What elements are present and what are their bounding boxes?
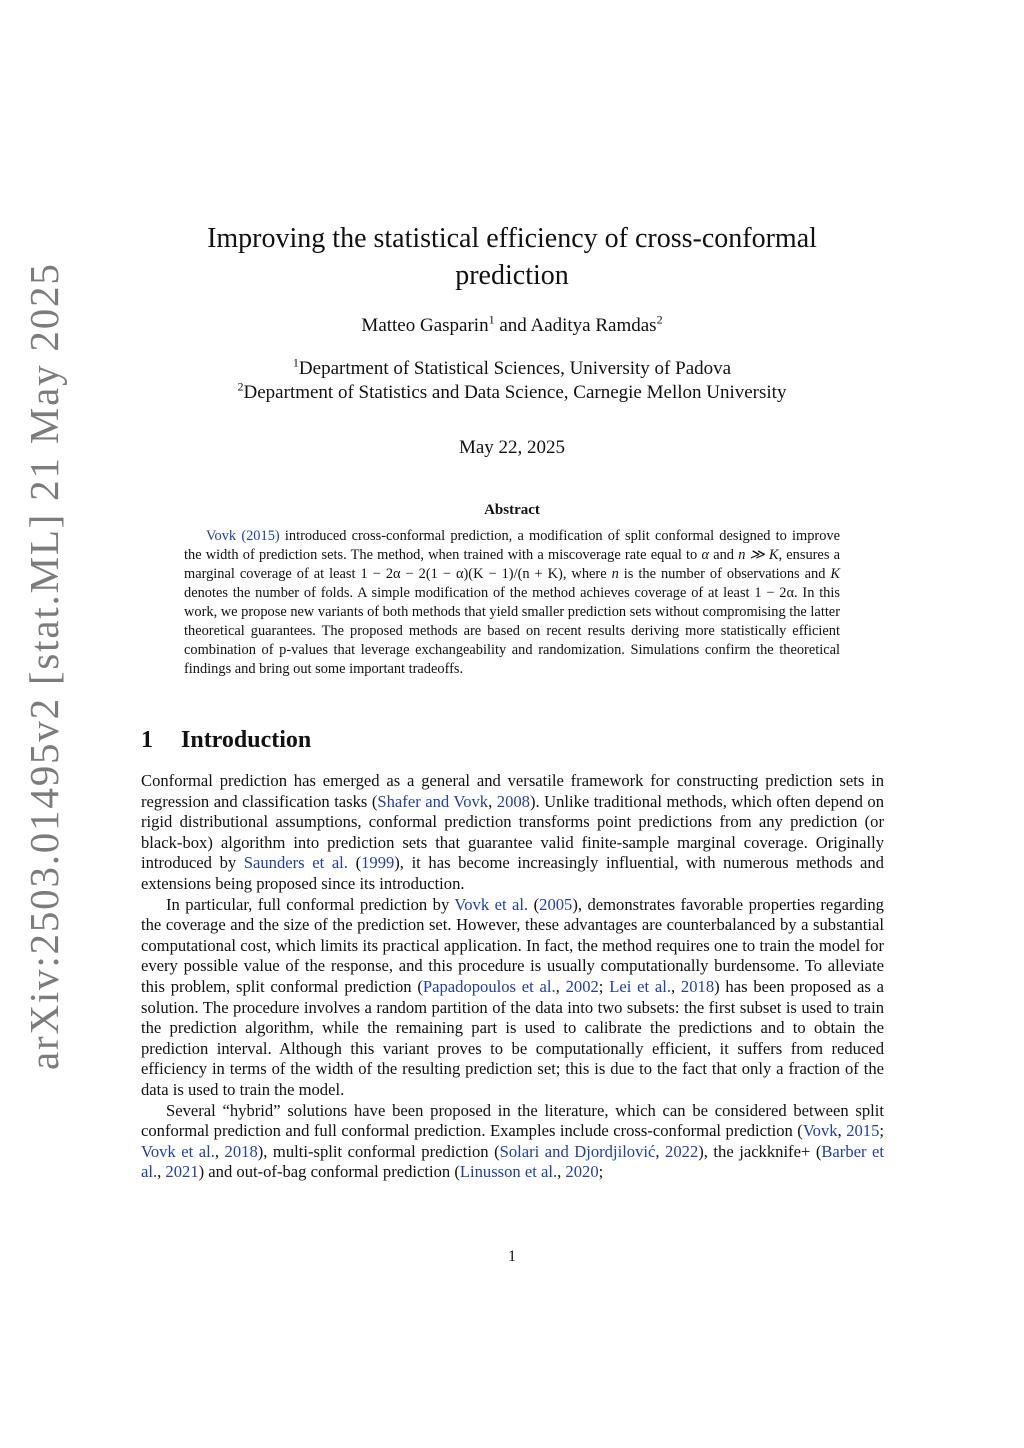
citation-link[interactable]: 2018 — [224, 1141, 258, 1161]
affiliations — [150, 357, 874, 405]
author-connector: and — [494, 315, 531, 336]
citation-link[interactable]: 2008 — [496, 791, 530, 811]
body-text: , — [488, 791, 497, 811]
citation-link[interactable]: 2005 — [539, 894, 573, 914]
math-symbol: n — [611, 566, 619, 582]
affiliation-text: Department of Statistics and Data Science, Carnegie Mellon University — [243, 382, 787, 403]
citation-link[interactable]: 2021 — [165, 1162, 199, 1182]
body-text: ( — [528, 894, 540, 914]
author-name: Aaditya Ramdas — [530, 315, 657, 336]
citation-link[interactable]: Vovk (2015) — [206, 528, 280, 544]
citation-link[interactable]: Saunders et al. — [243, 853, 348, 873]
citation-link[interactable]: Vovk et al. — [454, 894, 529, 914]
affiliation-line — [150, 357, 874, 381]
body-text: , — [655, 1141, 666, 1161]
introduction-body — [141, 771, 884, 1183]
citation-link[interactable]: 2015 — [846, 1121, 880, 1141]
body-text: ) has been proposed as a solution. The procedure involves a random partition of the data into two subsets: the first subset is used to train the prediction algorithm, while the remaining part is used to calibrate the predictions and to obtain the prediction interval. Although this variant proves to be computationally efficient, it suffers from reduced efficiency in terms of the width of the resulting prediction set; this is due to the fact that only a fraction of the data is used to train the model. — [141, 976, 885, 1099]
math-expression: 1 − 2α − 2(1 − α)(K − 1)/(n + K) — [360, 566, 563, 582]
affiliation-mark: 1 — [292, 355, 299, 370]
body-text: ; — [598, 1162, 604, 1182]
body-paragraph — [141, 771, 884, 895]
citation-link[interactable]: Vovk et al. — [141, 1141, 215, 1161]
body-text: , — [670, 976, 681, 996]
arxiv-side-stamp: arXiv:2503.01495v2 [stat.ML] 21 May 2025 — [21, 262, 67, 1070]
citation-link[interactable]: 1999 — [361, 853, 395, 873]
paper-title: Improving the statistical efficiency of cross-conformal prediction — [207, 223, 817, 291]
body-text: ; — [598, 976, 610, 996]
math-expression: n ≫ K — [738, 547, 779, 563]
citation-link[interactable]: Lei et al. — [609, 976, 671, 996]
author-name: Matteo Gasparin — [361, 315, 489, 336]
abstract-body — [184, 527, 840, 679]
body-paragraph — [141, 1101, 884, 1183]
body-paragraph — [141, 895, 884, 1101]
abstract-heading: Abstract — [484, 502, 540, 518]
citation-link[interactable]: Barber et al. — [141, 1141, 884, 1182]
body-text: ( — [347, 853, 362, 873]
math-symbol: α — [701, 547, 710, 563]
math-symbol: K — [830, 566, 841, 582]
body-text: , — [557, 1162, 566, 1182]
citation-link[interactable]: Linusson et al. — [459, 1162, 558, 1182]
citation-link[interactable]: Shafer and Vovk — [377, 791, 489, 811]
affiliation-mark: 2 — [237, 379, 244, 394]
abstract-text: and — [709, 547, 739, 563]
citation-link[interactable]: 2020 — [565, 1162, 599, 1182]
affiliation-mark: 2 — [656, 312, 663, 327]
body-text: , — [214, 1141, 225, 1161]
body-text: ), it has become increasingly influential, with numerous methods and extensions being proposed since its introduction. — [141, 853, 884, 893]
abstract-text: is the number of observations and — [618, 566, 831, 582]
body-text: Conformal prediction has emerged as a general and versatile framework for constructing prediction sets in regression and classification tasks ( — [141, 771, 884, 811]
section-heading — [141, 727, 311, 754]
abstract-text: , where — [562, 566, 612, 582]
math-expression: 1 − 2α — [754, 585, 794, 601]
citation-link[interactable]: Vovk — [802, 1121, 838, 1141]
abstract-text: . In this work, we propose new variants of both methods that yield smaller prediction sets without compromising the latter theoretical guarantees. The proposed methods are based on recent results deriving more statistically efficient combination of p-values that leverage exchangeability and randomization. Simulations confirm the theoretical findings and bring out some important tradeoffs. — [184, 585, 840, 677]
author-line — [150, 312, 874, 337]
body-text: ). Unlike traditional methods, which often depend on rigid distributional assumptions, conformal prediction transforms point predictions from any prediction (or black-box) algorithm into prediction sets that guarantee valid finite-sample marginal coverage. Originally introduced by — [141, 791, 885, 873]
body-text: ), demonstrates favorable properties regarding the coverage and the size of the prediction set. However, these advantages are counterbalanced by a substantial computational cost, which limits its practical application. In fact, the method requires one to train the model for every possible value of the response, and this procedure is usually computationally burdensome. To alleviate this problem, split conformal prediction ( — [141, 894, 884, 996]
body-text: ; — [879, 1121, 884, 1141]
citation-link[interactable]: 2018 — [680, 976, 715, 996]
paper-date: May 22, 2025 — [458, 437, 566, 458]
body-text: , — [837, 1121, 847, 1141]
body-text: ), multi-split conformal prediction ( — [257, 1141, 500, 1161]
body-text: In particular, full conformal prediction by — [166, 894, 455, 914]
citation-link[interactable]: Solari and Djordjilović — [499, 1141, 656, 1161]
affiliation-text: Department of Statistical Sciences, University of Padova — [298, 358, 732, 379]
abstract-text: , ensures a marginal coverage of at least — [184, 547, 841, 582]
abstract-text: introduced cross-conformal prediction, a modification of split conformal designed to improve the width of prediction sets. The method, when trained with a miscoverage rate equal to — [184, 528, 840, 563]
citation-link[interactable]: Papadopoulos et al. — [422, 976, 556, 996]
body-text: , — [555, 976, 566, 996]
body-text: ) and out-of-bag conformal prediction ( — [198, 1162, 460, 1182]
affiliation-line — [150, 381, 874, 405]
citation-link[interactable]: 2002 — [565, 976, 599, 996]
section-title: Introduction — [181, 727, 312, 753]
page-number: 1 — [508, 1248, 516, 1265]
body-text: Several “hybrid” solutions have been proposed in the literature, which can be considered between split conformal prediction and full conformal prediction. Examples include cross-conformal prediction ( — [141, 1100, 884, 1141]
citation-link[interactable]: 2022 — [665, 1141, 699, 1161]
body-text: , — [157, 1162, 166, 1182]
abstract-text: denotes the number of folds. A simple modification of the method achieves coverage of at least — [184, 585, 755, 601]
body-text: ), the jackknife+ ( — [698, 1141, 822, 1161]
section-number: 1 — [141, 727, 153, 753]
affiliation-mark: 1 — [488, 312, 495, 327]
